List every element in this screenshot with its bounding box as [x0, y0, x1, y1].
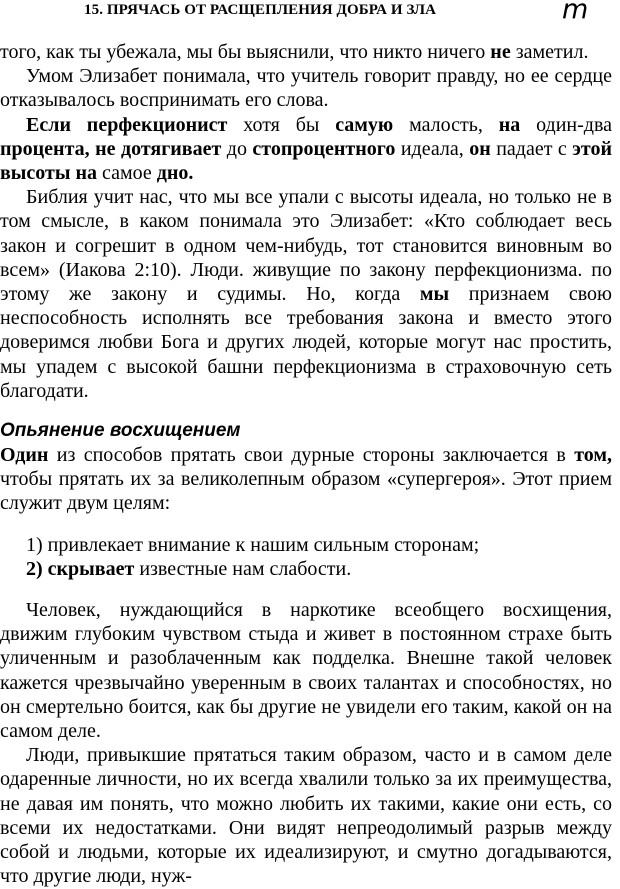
text-span: идеала, [395, 137, 470, 160]
text-span: малость, [393, 113, 499, 136]
paragraph-hiding [0, 743, 612, 888]
text-span: Библия учит нас, что мы все упали с высоты идеала, но только не в том смысле, в каком понимала это Элизабет: «Кто соблюдает весь закон и согрешит в одном чем-нибудь, тот становится виновным во всем» (Иакова 2:10). Люди. живущие по закону перфекционизма. по этому же закону и судимы. Но, когда [0, 186, 612, 306]
text-span: хотя бы [227, 113, 336, 136]
paragraph [0, 64, 612, 112]
bold-span: том, [574, 444, 612, 467]
paragraph-superhero [0, 443, 612, 516]
bold-span: 2) скрывает [26, 557, 135, 580]
bold-span: мы [419, 283, 450, 306]
text-span: того, как ты убежала, мы бы выяснили, что никто ничего [0, 41, 491, 63]
text-span: чтобы прятать их за великолепным образом «супергероя». Этот прием служит двум целям: [0, 468, 612, 515]
text-span: заметил. [510, 41, 589, 63]
text-span: падает с [490, 137, 573, 160]
text-span: признаем свою неспособность исполнять все требования закона и вместо этого доверимся любви Бога и других людей, которые могут нас простить, мы упадем с высокой башни перфекционизма в страховочную сеть благодати. [0, 283, 612, 402]
bold-span: Если перфекционист [26, 113, 228, 136]
bold-span: на [498, 113, 521, 136]
section-heading: Опьянение восхищением [0, 420, 241, 442]
page-mark: m [562, 0, 589, 25]
page-header [0, 0, 612, 40]
paragraph-bible [0, 185, 612, 403]
bold-span: не [490, 41, 511, 63]
bold-span: Один [0, 444, 49, 467]
text-span: Умом Элизабет понимала, что учитель говорит правду, но ее сердце отказывалось воспринимать его слова. [0, 65, 612, 112]
bold-span: он [469, 137, 491, 160]
paragraph-continued [0, 40, 612, 64]
paragraph-admiration [0, 598, 612, 743]
text-span: до [221, 137, 253, 160]
bold-span: дно. [156, 162, 194, 185]
bold-span: процента, не дотягивает [0, 137, 222, 160]
goals-list [0, 533, 612, 581]
text-span: Люди, привыкшие прятаться таким образом, часто и в самом деле одаренные личности, но их всегда хвалили только за их преимущества, не давая им понять, что можно любить их такими, какие они есть, со всеми их недостатками. Они видят непреодолимый разрыв между собой и людьми, которые их идеализируют, и смутно догадываются, что другие люди, нуж- [0, 744, 612, 888]
running-head: 15. ПРЯЧАСЬ ОТ РАСЩЕПЛЕНИЯ ДОБРА И ЗЛА [84, 2, 437, 18]
text-span: известные нам слабости. [134, 557, 352, 580]
list-item: 1) привлекает внимание к нашим сильным сторонам; [26, 533, 480, 556]
list-item [0, 557, 612, 581]
text-span: самое [97, 162, 157, 185]
body-text [0, 40, 612, 889]
text-span: один-два [520, 113, 612, 136]
text-span: Человек, нуждающийся в наркотике всеобщего восхищения, движим глубоким чувством стыда и живет в постоянном страхе быть уличенным и разоблаченным как подделка. Внешне такой человек кажется чрезвычайно уверенным в своих талантах и способностях, но он смертельно боится, как бы другие не увидели его таким, какой он на самом деле. [0, 599, 612, 743]
bold-span: стопроцентного [252, 137, 396, 160]
bold-span: этой высоты на [0, 137, 612, 185]
paragraph-perfectionist [0, 113, 612, 186]
bold-span: самую [335, 113, 394, 136]
text-span: из способов прятать свои дурные стороны заключается в [48, 444, 575, 467]
